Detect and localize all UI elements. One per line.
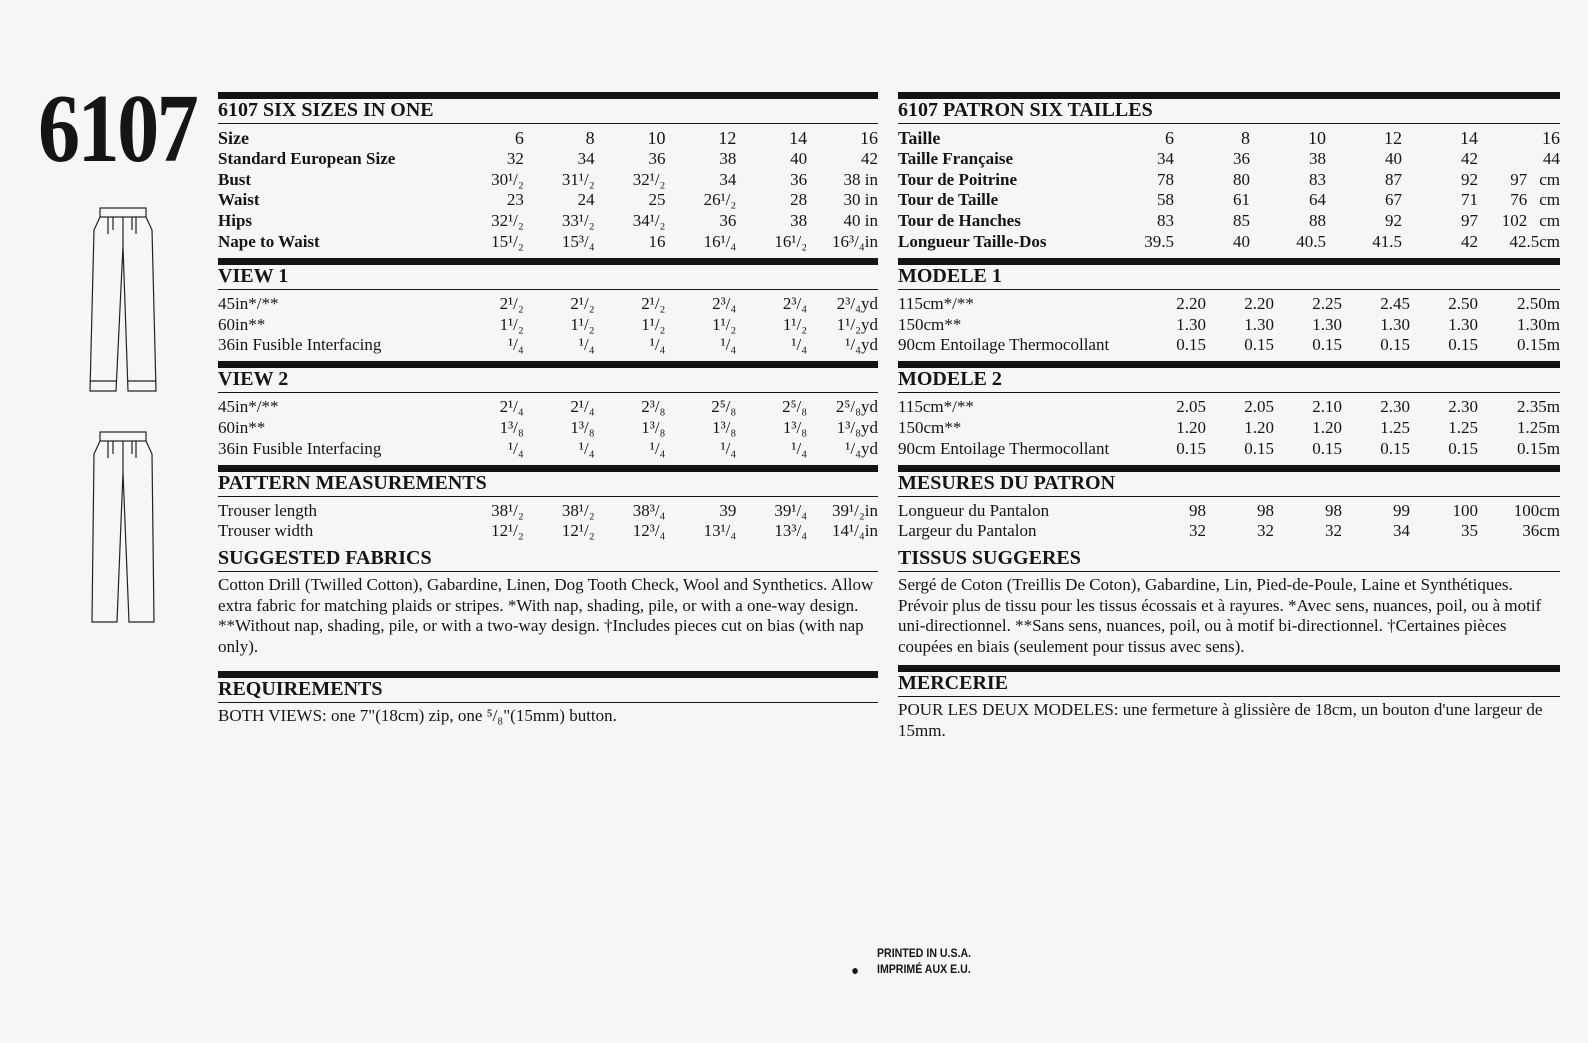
table-cell: 42 <box>861 148 878 168</box>
table-cell: 12¹/₂ <box>561 521 595 541</box>
table-cell: 2¹/₂ <box>570 293 595 313</box>
table-cell: 28 <box>790 190 808 210</box>
table-row <box>218 190 878 211</box>
table-row <box>218 232 878 253</box>
row-label: Bust <box>218 169 252 189</box>
table-row <box>218 149 878 170</box>
row-label: Trouser length <box>218 500 318 520</box>
table-cell: 98 <box>1325 500 1342 520</box>
table-cell: 32 <box>1257 521 1274 541</box>
table-cell: 1.30 <box>1176 314 1206 334</box>
table-cell: 2¹/₄ <box>570 397 595 417</box>
table-cell: 15¹/₂ <box>491 231 524 251</box>
divider-bar <box>218 465 878 472</box>
table-header-row <box>898 128 1560 149</box>
table-cell: 0.15 <box>1176 438 1206 458</box>
table-cell: 36 <box>719 211 737 231</box>
table-cell: 2.10 <box>1312 397 1342 417</box>
modele2-yardage-table <box>898 397 1560 459</box>
table-cell: 2³/₈ <box>641 397 666 417</box>
table-cell: 40 <box>1385 148 1402 168</box>
row-label: Waist <box>218 190 260 210</box>
table-cell: 38 in <box>843 169 878 189</box>
table-cell: 2.05 <box>1244 397 1274 417</box>
table-cell: 40 in <box>843 211 878 231</box>
table-cell: 0.15 <box>1176 335 1206 355</box>
table-cell: 2.50 <box>1448 293 1478 313</box>
table-cell: 2³/₄yd <box>836 293 878 313</box>
table-cell: ¹/₄ <box>578 438 595 458</box>
table-cell: 12 <box>718 128 737 148</box>
table-cell: ¹/₄ <box>791 335 808 355</box>
table-cell: 34 <box>719 169 737 189</box>
table-cell: 13¹/₄ <box>703 521 737 541</box>
table-cell: 1³/₈ <box>641 417 666 437</box>
table-cell: 100cm <box>1513 500 1560 520</box>
table-cell: 0.15 <box>1380 438 1410 458</box>
table-cell: 1³/₈yd <box>836 417 878 437</box>
table-cell: 38 <box>1309 148 1326 168</box>
table-row <box>218 211 878 232</box>
divider-bar <box>898 465 1560 472</box>
table-cell: 1¹/₂ <box>712 314 737 334</box>
table-cell: 1³/₈ <box>570 417 595 437</box>
table-cell: 83 <box>1309 169 1326 189</box>
table-cell: 1.30 <box>1244 314 1274 334</box>
table-cell: 42 <box>1461 148 1478 168</box>
table-cell: 42.5cm <box>1509 231 1560 251</box>
divider-bar <box>898 92 1560 99</box>
table-row <box>218 418 878 439</box>
table-cell: 32 <box>506 148 524 168</box>
table-cell: 102 cm <box>1501 211 1560 231</box>
table-cell: 14 <box>789 128 808 148</box>
row-label: Longueur Taille-Dos <box>898 231 1047 251</box>
table-cell: 1.25 <box>1448 417 1478 437</box>
row-label: 36in Fusible Interfacing <box>218 335 382 355</box>
table-cell: 30 in <box>843 190 878 210</box>
table-cell: 92 <box>1461 169 1478 189</box>
table-cell: 1¹/₂ <box>570 314 595 334</box>
table-row <box>898 149 1560 170</box>
table-cell: 36 <box>1233 148 1250 168</box>
row-label: 90cm Entoilage Thermocollant <box>898 438 1110 458</box>
table-cell: 6 <box>1165 128 1174 148</box>
french-title: 6107 PATRON SIX TAILLES <box>898 99 1560 124</box>
view1-trouser-sketch <box>86 206 164 398</box>
table-row <box>218 439 878 460</box>
table-cell: 10 <box>647 128 666 148</box>
table-cell: 12 <box>1384 128 1402 148</box>
table-cell: 2¹/₂ <box>499 293 524 313</box>
row-label: 45in*/** <box>218 293 279 313</box>
divider-bar <box>218 92 878 99</box>
table-cell: 1¹/₂ <box>782 314 808 334</box>
divider-bar <box>218 671 878 678</box>
table-cell: 16¹/₄ <box>703 231 737 251</box>
table-cell: 34 <box>577 148 595 168</box>
table-row <box>218 335 878 356</box>
suggested-fabrics-title: SUGGESTED FABRICS <box>218 547 878 572</box>
printed-notice <box>851 946 972 978</box>
table-cell: ¹/₄ <box>578 335 595 355</box>
table-cell: 2.25 <box>1312 293 1342 313</box>
table-cell: 25 <box>648 190 666 210</box>
table-cell: 16³/₄in <box>832 231 878 251</box>
table-cell: 2³/₄ <box>712 293 737 313</box>
printed-line-en: PRINTED IN U.S.A. <box>877 948 972 960</box>
table-cell: 2.45 <box>1380 293 1410 313</box>
requirements-text: BOTH VIEWS: one 7"(18cm) zip, one ⁵/₈"(15mm) button. <box>218 706 617 726</box>
row-label: 60in** <box>218 314 266 334</box>
table-row <box>898 439 1560 460</box>
table-cell: 83 <box>1157 211 1174 231</box>
table-cell: 2¹/₂ <box>641 293 666 313</box>
table-cell: ¹/₄ <box>720 335 737 355</box>
row-label: Longueur du Pantalon <box>898 500 1050 520</box>
table-cell: 2.35m <box>1517 397 1560 417</box>
divider-bar <box>898 361 1560 368</box>
english-sizes-table <box>218 128 878 253</box>
table-cell: 39 <box>719 500 737 520</box>
row-label: 36in Fusible Interfacing <box>218 438 382 458</box>
english-title: 6107 SIX SIZES IN ONE <box>218 99 878 124</box>
mesures-table <box>898 501 1560 543</box>
table-cell: 1.20 <box>1244 417 1274 437</box>
table-row <box>898 397 1560 418</box>
table-cell: 39¹/₄ <box>774 500 808 520</box>
pattern-measurements-table <box>218 501 878 543</box>
table-row <box>898 170 1560 191</box>
divider-bar <box>898 665 1560 672</box>
french-column <box>898 92 1560 741</box>
table-cell: 2.30 <box>1380 397 1410 417</box>
table-cell: ¹/₄yd <box>845 438 878 458</box>
table-row <box>898 335 1560 356</box>
table-cell: 0.15 <box>1448 335 1478 355</box>
table-cell: 12³/₄ <box>632 521 666 541</box>
table-cell: 42 <box>1461 231 1478 251</box>
divider-bar <box>218 258 878 265</box>
table-cell: 41.5 <box>1372 231 1402 251</box>
table-cell: 14 <box>1460 128 1478 148</box>
table-cell: 1³/₈ <box>712 417 737 437</box>
modele2-title: MODELE 2 <box>898 368 1560 393</box>
table-cell: 2.30 <box>1448 397 1478 417</box>
table-cell: 16 <box>860 128 878 148</box>
table-row <box>898 190 1560 211</box>
table-cell: 64 <box>1309 190 1326 210</box>
table-row <box>218 170 878 191</box>
table-cell: 38 <box>790 211 808 231</box>
table-cell: 32 <box>1325 521 1342 541</box>
table-cell: 0.15m <box>1517 438 1560 458</box>
modele1-title: MODELE 1 <box>898 265 1560 290</box>
table-cell: 1.30 <box>1312 314 1342 334</box>
table-cell: ¹/₄yd <box>845 335 878 355</box>
table-cell: 1.30 <box>1448 314 1478 334</box>
row-label: 115cm*/** <box>898 293 974 313</box>
table-cell: 12¹/₂ <box>491 521 524 541</box>
table-cell: 0.15 <box>1244 438 1274 458</box>
tissus-title: TISSUS SUGGERES <box>898 547 1560 572</box>
table-cell: 2⁵/₈ <box>782 397 808 417</box>
table-row <box>218 521 878 542</box>
pattern-number: 6107 <box>38 75 197 183</box>
table-cell: 2.50m <box>1517 293 1560 313</box>
tissus-text: Sergé de Coton (Treillis De Coton), Gabardine, Lin, Pied-de-Poule, Laine et Synthétiques. Prévoir plus de tissu pour les tissus écossais et à rayures. *Avec sens, nuances, poil, ou à motif uni-directionnel. **Sans sens, nuances, poil, ou à motif bi-directionnel. †Certaines pièces coupées en biais (seulement pour tissus avec sens). <box>898 575 1542 656</box>
table-row <box>898 521 1560 542</box>
mesures-title: MESURES DU PATRON <box>898 472 1560 497</box>
table-row <box>898 211 1560 232</box>
divider-bar <box>898 258 1560 265</box>
divider-bar <box>218 361 878 368</box>
french-sizes-table <box>898 128 1560 253</box>
table-cell: ¹/₄ <box>720 438 737 458</box>
row-label: Hips <box>218 211 253 231</box>
row-label: Taille <box>898 128 941 148</box>
table-cell: 33¹/₂ <box>561 211 595 231</box>
table-cell: 1.25 <box>1380 417 1410 437</box>
table-cell: 15³/₄ <box>561 231 595 251</box>
table-cell: 39.5 <box>1144 231 1174 251</box>
unit-label: cm <box>1539 211 1560 231</box>
table-cell: 2¹/₄ <box>499 397 524 417</box>
table-cell: 6 <box>514 128 524 148</box>
view1-title: VIEW 1 <box>218 265 878 290</box>
table-cell: 0.15 <box>1312 438 1342 458</box>
table-cell: 38 <box>719 148 737 168</box>
table-cell: 2³/₄ <box>782 293 808 313</box>
table-row <box>218 397 878 418</box>
table-cell: 23 <box>506 190 524 210</box>
table-cell: 1³/₈ <box>782 417 808 437</box>
table-cell: 34 <box>1393 521 1410 541</box>
mercerie-text: POUR LES DEUX MODELES: une fermeture à glissière de 18cm, un bouton d'une largeur de 15mm. <box>898 700 1543 740</box>
table-cell: 34¹/₂ <box>632 211 666 231</box>
table-cell: 36 <box>790 169 808 189</box>
requirements-title: REQUIREMENTS <box>218 678 878 703</box>
table-cell: 61 <box>1233 190 1250 210</box>
table-cell: 31¹/₂ <box>561 169 595 189</box>
row-label: 115cm*/** <box>898 397 974 417</box>
table-cell: 97 <box>1461 211 1478 231</box>
row-label: Size <box>218 128 249 148</box>
row-label: Standard European Size <box>218 148 396 168</box>
table-cell: 0.15 <box>1312 335 1342 355</box>
table-cell: 1.25m <box>1517 417 1560 437</box>
row-label: Nape to Waist <box>218 231 320 251</box>
table-cell: 78 <box>1157 169 1174 189</box>
table-cell: 13³/₄ <box>774 521 808 541</box>
table-cell: 0.15 <box>1244 335 1274 355</box>
table-cell: 32 <box>1189 521 1206 541</box>
table-cell: 0.15 <box>1448 438 1478 458</box>
table-cell: 85 <box>1233 211 1250 231</box>
table-cell: 30¹/₂ <box>491 169 524 189</box>
table-cell: 1¹/₂ <box>499 314 524 334</box>
table-row <box>898 418 1560 439</box>
table-cell: 2.20 <box>1176 293 1206 313</box>
table-cell: 40.5 <box>1296 231 1326 251</box>
pattern-measurements-title: PATTERN MEASUREMENTS <box>218 472 878 497</box>
row-label: 90cm Entoilage Thermocollant <box>898 335 1110 355</box>
table-cell: 16 <box>1542 128 1560 148</box>
table-cell: 32¹/₂ <box>491 211 524 231</box>
table-row <box>898 501 1560 522</box>
table-cell: 1¹/₂ <box>641 314 666 334</box>
row-label: Tour de Hanches <box>898 211 1021 231</box>
table-cell: 14¹/₄in <box>832 521 878 541</box>
row-label: 150cm** <box>898 314 962 334</box>
table-cell: 34 <box>1157 148 1174 168</box>
table-cell: 44 <box>1543 148 1560 168</box>
table-cell: 1.30 <box>1380 314 1410 334</box>
table-cell: 36 <box>648 148 666 168</box>
table-cell: ¹/₄ <box>508 438 524 458</box>
table-cell: 38¹/₂ <box>491 500 524 520</box>
table-cell: 98 <box>1189 500 1206 520</box>
table-cell: 39¹/₂in <box>832 500 878 520</box>
table-cell: 97 cm <box>1510 169 1560 189</box>
row-label: 150cm** <box>898 417 962 437</box>
table-cell: 35 <box>1461 521 1478 541</box>
row-label: Tour de Taille <box>898 190 999 210</box>
modele1-yardage-table <box>898 294 1560 356</box>
table-cell: 2⁵/₈yd <box>835 397 878 417</box>
table-cell: 16¹/₂ <box>774 231 808 251</box>
table-cell: ¹/₄ <box>649 438 666 458</box>
table-cell: 2.05 <box>1176 397 1206 417</box>
table-cell: 38³/₄ <box>632 500 666 520</box>
table-cell: 40 <box>790 148 808 168</box>
suggested-fabrics-text: Cotton Drill (Twilled Cotton), Gabardine, Linen, Dog Tooth Check, Wool and Synthetics. Allow extra fabric for matching plaids or stripes. *With nap, shading, pile, or with a one-way design. **Without nap, shading, pile, or with a two-way design. †Includes pieces cut on bias (with nap only). <box>218 575 874 656</box>
table-cell: 32¹/₂ <box>632 169 666 189</box>
table-cell: 71 <box>1461 190 1478 210</box>
table-cell: 92 <box>1385 211 1402 231</box>
table-cell: 1³/₈ <box>499 417 524 437</box>
table-cell: 10 <box>1308 128 1326 148</box>
row-label: Taille Française <box>898 148 1014 168</box>
table-cell: 98 <box>1257 500 1274 520</box>
table-row <box>898 232 1560 253</box>
mercerie-title: MERCERIE <box>898 672 1560 697</box>
table-cell: 38¹/₂ <box>561 500 595 520</box>
table-cell: 8 <box>585 128 595 148</box>
row-label: Trouser width <box>218 521 314 541</box>
table-cell: 2⁵/₈ <box>711 397 737 417</box>
printed-line-fr: IMPRIMÉ AUX E.U. <box>877 964 971 976</box>
view2-trouser-sketch <box>86 430 164 628</box>
table-cell: 1.20 <box>1176 417 1206 437</box>
row-label: Largeur du Pantalon <box>898 521 1037 541</box>
table-cell: 67 <box>1385 190 1402 210</box>
table-cell: 80 <box>1233 169 1250 189</box>
table-cell: ¹/₄ <box>649 335 666 355</box>
table-cell: 99 <box>1393 500 1410 520</box>
table-cell: 87 <box>1385 169 1402 189</box>
row-label: 60in** <box>218 417 266 437</box>
table-cell: 36cm <box>1522 521 1560 541</box>
row-label: Tour de Poitrine <box>898 169 1018 189</box>
table-row <box>898 315 1560 336</box>
row-label: 45in*/** <box>218 397 279 417</box>
table-cell: 76 cm <box>1510 190 1560 210</box>
english-column <box>218 92 878 727</box>
table-row <box>218 294 878 315</box>
view2-title: VIEW 2 <box>218 368 878 393</box>
table-cell: 100 <box>1452 500 1478 520</box>
table-cell: 8 <box>1241 128 1250 148</box>
table-cell: 24 <box>577 190 595 210</box>
view2-yardage-table <box>218 397 878 459</box>
table-cell: 58 <box>1157 190 1174 210</box>
table-cell: 88 <box>1309 211 1326 231</box>
unit-label: cm <box>1539 169 1560 189</box>
table-header-row <box>218 128 878 149</box>
table-cell: ¹/₄ <box>791 438 808 458</box>
table-cell: 26¹/₂ <box>703 190 737 210</box>
table-row <box>218 501 878 522</box>
table-cell: 0.15m <box>1517 335 1560 355</box>
table-cell: 1.20 <box>1312 417 1342 437</box>
table-row <box>218 315 878 336</box>
table-cell: 0.15 <box>1380 335 1410 355</box>
table-row <box>898 294 1560 315</box>
table-cell: 2.20 <box>1244 293 1274 313</box>
table-cell: 40 <box>1233 231 1250 251</box>
table-cell: ¹/₄ <box>508 335 524 355</box>
unit-label: cm <box>1539 190 1560 210</box>
table-cell: 16 <box>648 231 666 251</box>
bullet-icon: ● <box>851 962 860 978</box>
table-cell: 1¹/₂yd <box>836 314 878 334</box>
table-cell: 1.30m <box>1517 314 1560 334</box>
view1-yardage-table <box>218 294 878 356</box>
